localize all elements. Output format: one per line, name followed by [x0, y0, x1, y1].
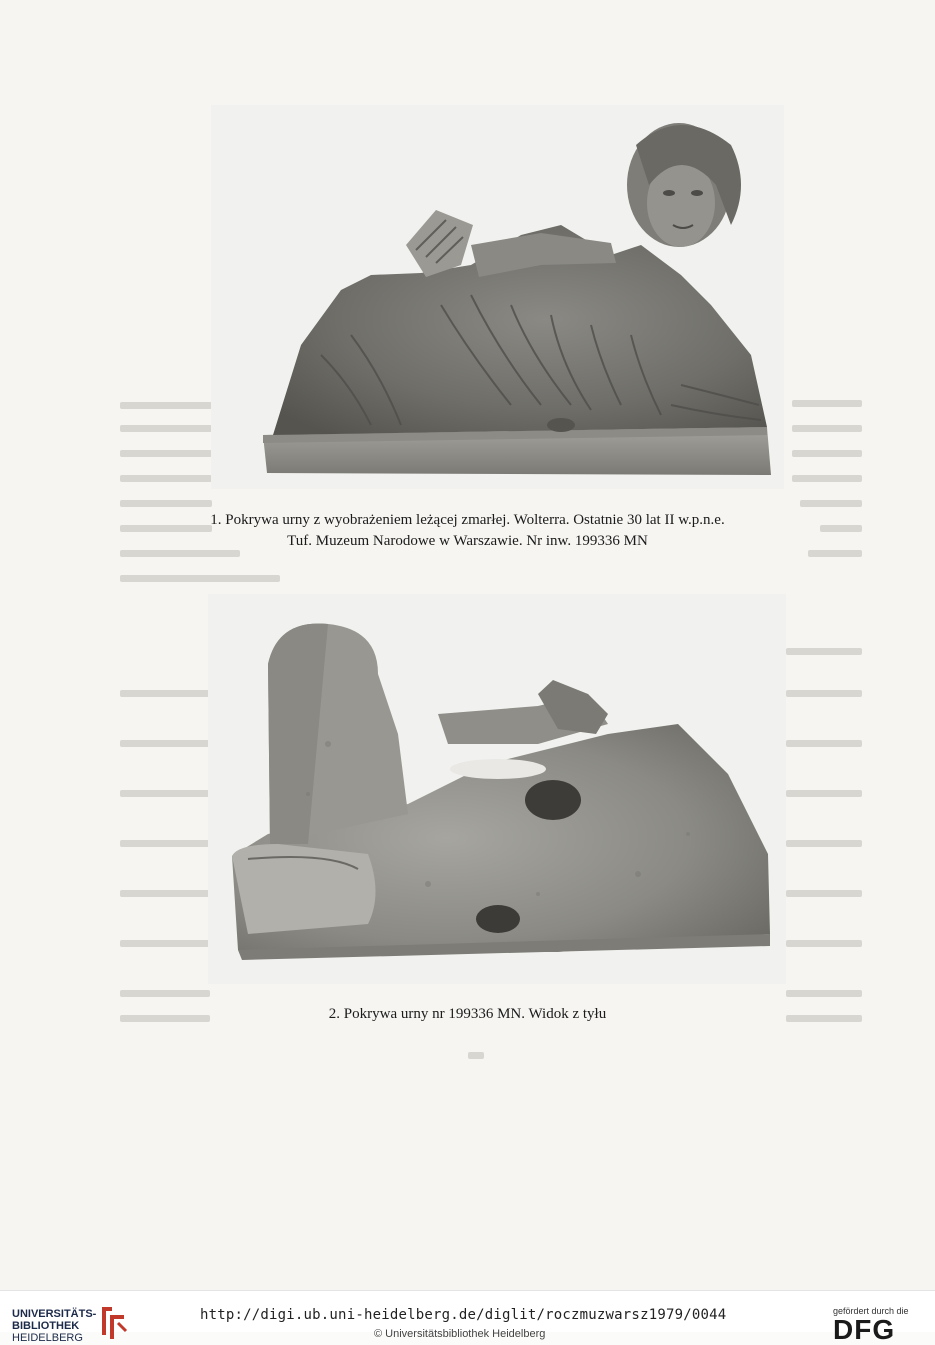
logo-line-1: UNIVERSITÄTS-: [12, 1308, 97, 1320]
dfg-logo[interactable]: DFG: [833, 1314, 896, 1345]
urn-lid-front-illustration: [211, 105, 784, 489]
figure-2-caption: 2. Pokrywa urny nr 199336 MN. Widok z tyłu: [328, 1006, 607, 1022]
figure-1-photo: [211, 105, 784, 489]
figure-1-caption-line-1: 1. Pokrywa urny z wyobrażeniem leżącej zmarłej. Wolterra. Ostatnie 30 lat II w.p.n.e.: [210, 512, 725, 528]
figure-2-photo: [208, 594, 786, 984]
university-library-mark-icon: [98, 1305, 128, 1339]
permalink-url[interactable]: http://digi.ub.uni-heidelberg.de/diglit/roczmuzwarsz1979/0044: [200, 1307, 727, 1323]
logo-line-2: BIBLIOTHEK: [12, 1320, 80, 1332]
university-library-logo[interactable]: [12, 1308, 96, 1344]
figure-1-caption-line-2: Tuf. Muzeum Narodowe w Warszawie. Nr inw. 199336 MN: [287, 533, 648, 549]
urn-lid-back-illustration: [208, 594, 786, 984]
funded-by-label: gefördert durch die: [833, 1306, 909, 1316]
copyright-notice: © Universitätsbibliothek Heidelberg: [374, 1328, 546, 1340]
logo-line-3: HEIDELBERG: [12, 1332, 83, 1344]
